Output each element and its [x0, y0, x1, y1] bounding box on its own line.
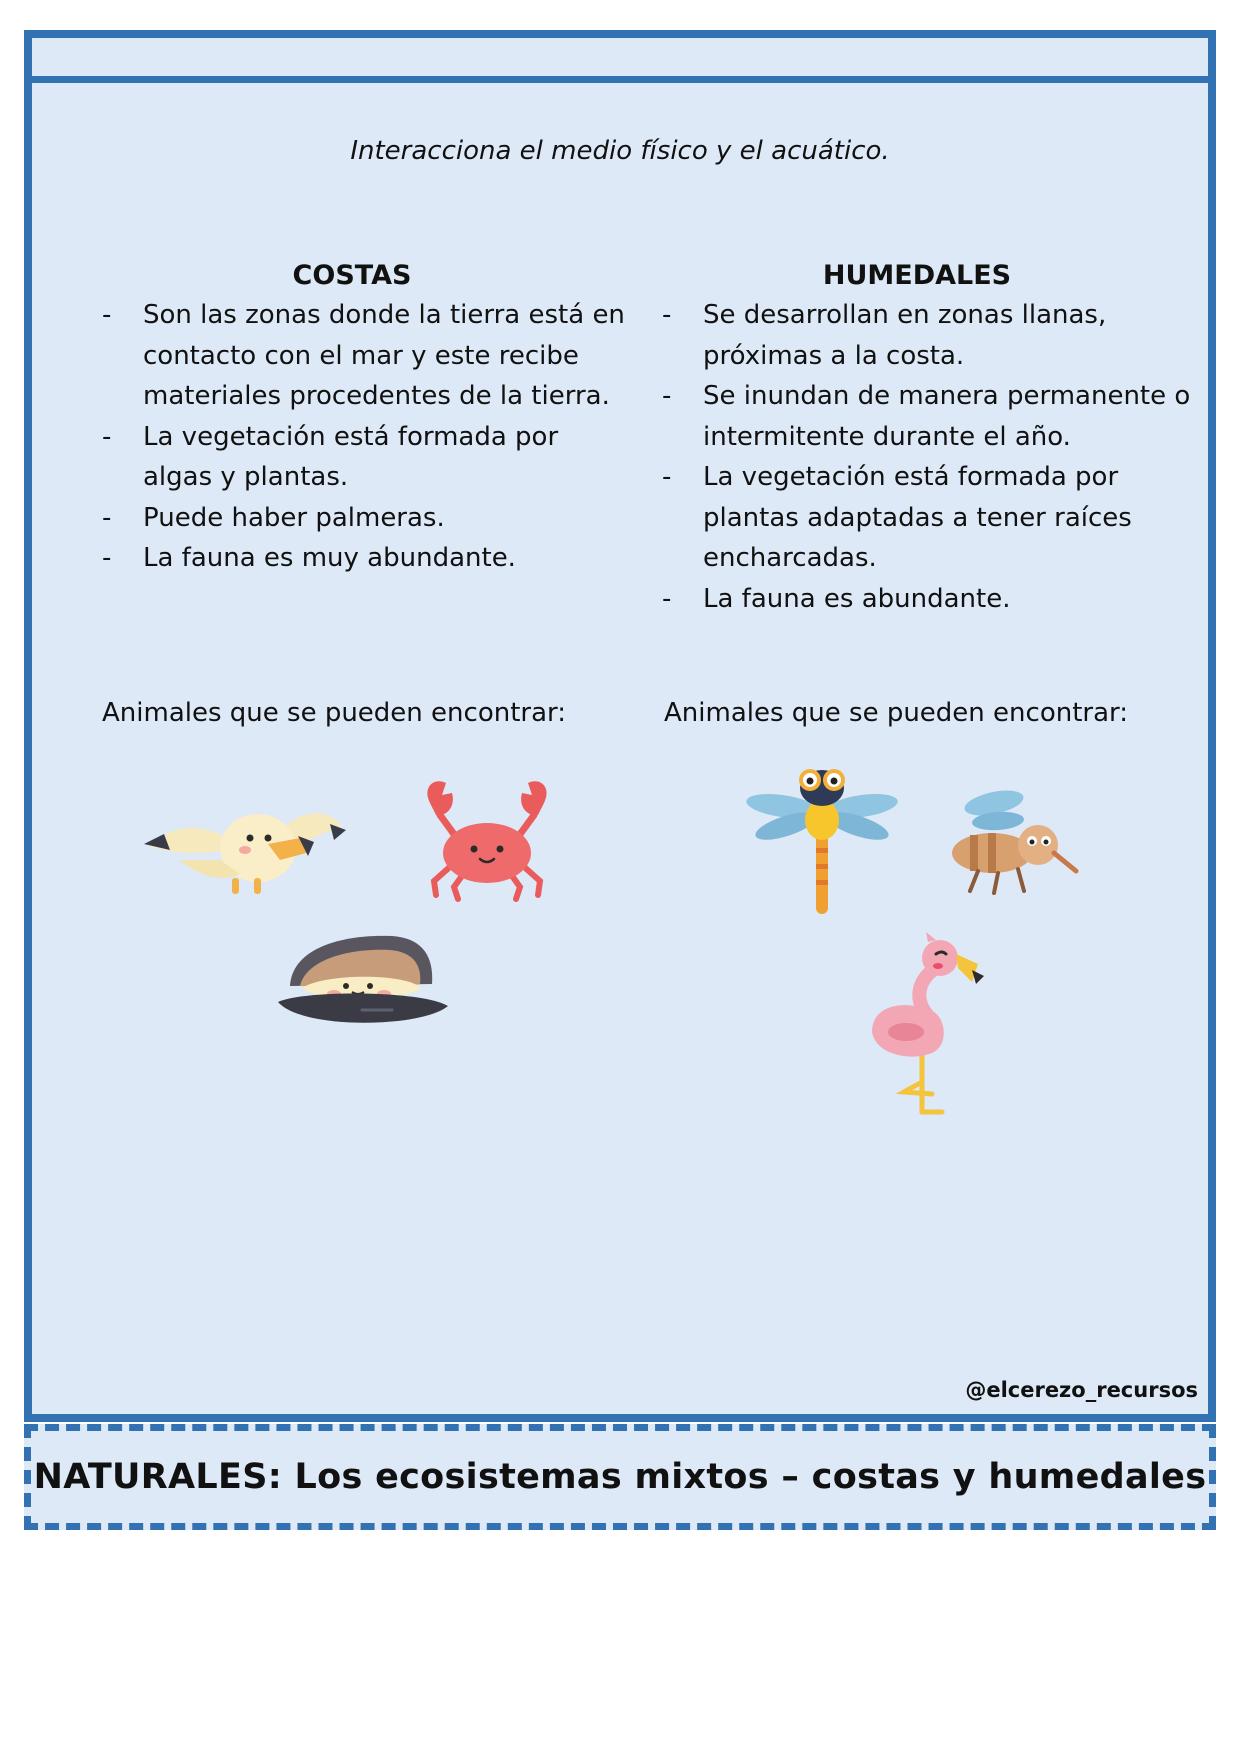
humedales-column: [662, 260, 1202, 619]
costas-animals-label: Animales que se pueden encontrar:: [102, 698, 567, 728]
list-item: - Puede haber palmeras.: [102, 502, 445, 533]
list-item: - La fauna es abundante.: [662, 583, 1011, 614]
seagull-icon: [140, 786, 350, 896]
crab-icon: [412, 773, 562, 903]
top-band: [32, 38, 1208, 83]
list-item: - Se desarrollan en zonas llanas, próximas a la costa.: [662, 300, 1107, 371]
subtitle: Interacciona el medio físico y el acuático.: [350, 136, 890, 166]
costas-title: COSTAS: [292, 260, 412, 291]
mosquito-icon: [942, 783, 1082, 903]
author-handle: @elcerezo_recursos: [965, 1378, 1198, 1402]
footer-banner: [24, 1424, 1216, 1530]
costas-column: [102, 260, 632, 579]
footer-title: NATURALES: Los ecosistemas mixtos – costas y humedales: [33, 1457, 1207, 1497]
dragonfly-icon: [742, 766, 902, 916]
humedales-animals-label: Animales que se pueden encontrar:: [664, 698, 1129, 728]
mussel-icon: [272, 926, 452, 1036]
list-item: - Se inundan de manera permanente o intermitente durante el año.: [662, 381, 1191, 452]
list-item: - Son las zonas donde la tierra está en contacto con el mar y este recibe materiales procedentes de la tierra.: [102, 300, 625, 411]
humedales-list: [662, 295, 1202, 619]
flamingo-icon: [862, 928, 1012, 1128]
costas-list: [102, 295, 632, 579]
humedales-title: HUMEDALES: [822, 260, 1012, 291]
content-panel: [24, 30, 1216, 1422]
list-item: - La vegetación está formada por plantas adaptadas a tener raíces encharcadas.: [662, 462, 1132, 573]
list-item: - La vegetación está formada por algas y plantas.: [102, 421, 559, 492]
list-item: - La fauna es muy abundante.: [102, 543, 516, 573]
